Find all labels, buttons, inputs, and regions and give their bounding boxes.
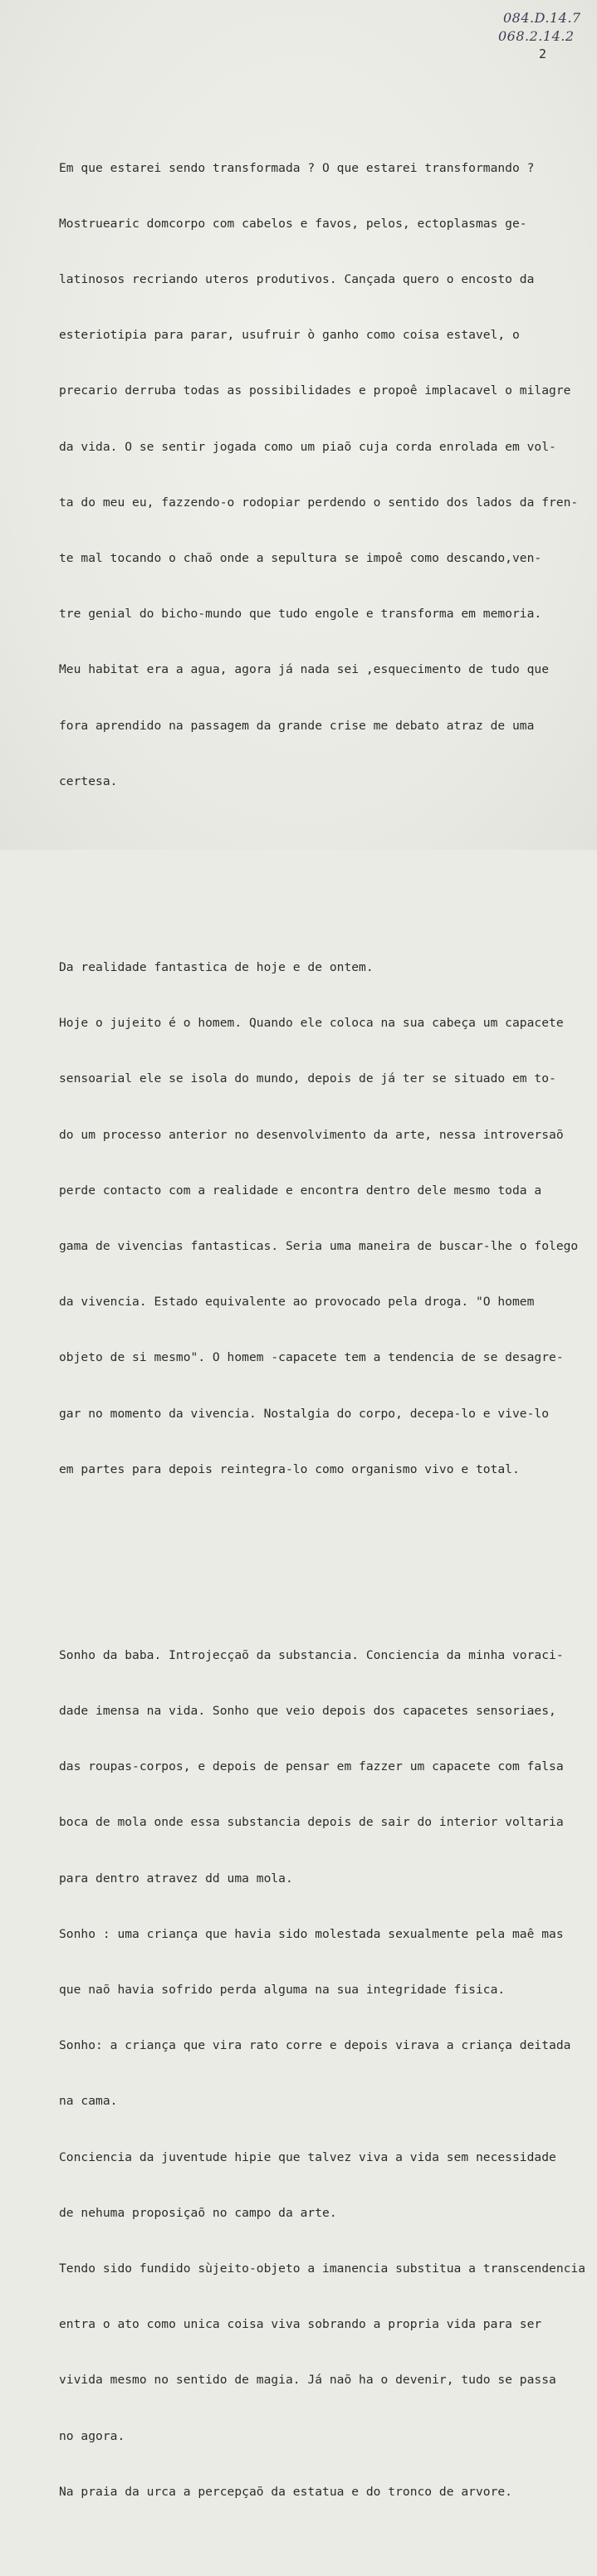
text-line: Sonho : uma criança que havia sido molestada sexualmente pela maê mas (59, 1926, 564, 1941)
page-number: 2 (539, 46, 547, 61)
text-line: Hoje o jujeito é o homem. Quando ele coloca na sua cabeça um capacete (59, 1016, 564, 1031)
text-line: dade imensa na vida. Sonho que veio depois dos capacetes sensoriaes, (59, 1703, 556, 1718)
text-line: na cama. (59, 2094, 118, 2109)
text-line: do um processo anterior no desenvolvimento da arte, nessa introversaõ (59, 1127, 564, 1142)
text-line: da vivencia. Estado equivalente ao provocado pela droga. "O homem (59, 1295, 535, 1310)
text-line: boca de mola onde essa substancia depois de sair do interior voltaria (59, 1815, 564, 1830)
text-line: para dentro atravez dd uma mola. (59, 1871, 293, 1886)
paragraph-dreams (59, 1609, 590, 2539)
text-line: precario derruba todas as possibilidades e propoê implacavel o milagre (59, 383, 571, 398)
paragraph-spacer (59, 1554, 590, 1572)
text-line: gar no momento da vivencia. Nostalgia do corpo, decepa-lo e vive-lo (59, 1406, 550, 1421)
typed-body-text (59, 85, 590, 2576)
archive-reference-1: 084.D.14.7 (503, 10, 581, 26)
text-line: Tendo sido fundido sùjeito-objeto a imanencia substitua a transcendencia (59, 2261, 586, 2276)
text-line: das roupas-corpos, e depois de pensar em fazzer um capacete com falsa (59, 1759, 564, 1774)
text-line: Mostruearic domcorpo com cabelos e favos, pelos, ectoplasmas ge- (59, 216, 527, 231)
text-line: te mal tocando o chaõ onde a sepultura se impoê como descando,ven- (59, 551, 542, 566)
text-line: certesa. (59, 773, 118, 788)
paragraph-fantastic-reality (59, 921, 590, 1516)
text-line: latinosos recriando uteros produtivos. Cançada quero o encosto da (59, 272, 535, 287)
text-line: Meu habitat era a agua, agora já nada sei ,esquecimento de tudo que (59, 662, 550, 677)
text-line: esteriotipia para parar, usufruir ò ganho como coisa estavel, o (59, 328, 520, 343)
text-line: tre genial do bicho-mundo que tudo engole e transforma em memoria. (59, 607, 542, 622)
text-line: objeto de si mesmo". O homem -capacete tem a tendencia de se desagre- (59, 1350, 564, 1365)
archive-reference-2: 068.2.14.2 (498, 28, 575, 44)
text-line: gama de vivencias fantasticas. Seria uma maneira de buscar-lhe o folego (59, 1238, 579, 1253)
text-line: Da realidade fantastica de hoje e de ontem. (59, 959, 374, 974)
paragraph-transformation (59, 122, 590, 828)
text-line: ta do meu eu, fazzendo-o rodopiar perdendo o sentido dos lados da fren- (59, 495, 579, 510)
text-line: Conciencia da juventude hipie que talvez viva a vida sem necessidade (59, 2149, 556, 2164)
text-line: fora aprendido na passagem da grande crise me debato atraz de uma (59, 718, 535, 733)
text-line: vivida mesmo no sentido de magia. Já naõ ha o devenir, tudo se passa (59, 2373, 556, 2388)
text-line: de nehuma proposiçaõ no campo da arte. (59, 2205, 337, 2220)
text-line: entra o ato como unica coisa viva sobrando a propria vida para ser (59, 2317, 542, 2332)
text-line: Em que estarei sendo transformada ? O que estarei transformando ? (59, 160, 535, 175)
text-line: Sonho da baba. Introjecçaõ da substancia. Conciencia da minha voraci- (59, 1647, 564, 1662)
text-line: perde contacto com a realidade e encontra dentro dele mesmo toda a (59, 1183, 542, 1198)
text-line: em partes para depois reintegra-lo como organismo vivo e total. (59, 1461, 520, 1476)
text-line: Sonho: a criança que vira rato corre e depois virava a criança deitada (59, 2038, 571, 2053)
text-line: Na praia da urca a percepçaõ da estatua e do tronco de arvore. (59, 2484, 512, 2499)
text-line: que naõ havia sofrido perda alguma na sua integridade fisica. (59, 1982, 506, 1997)
text-line: da vida. O se sentir jogada como um piaõ cuja corda enrolada em vol- (59, 439, 556, 454)
text-line: no agora. (59, 2428, 125, 2443)
text-line: sensoarial ele se isola do mundo, depois de já ter se situado em to- (59, 1071, 556, 1086)
paragraph-spacer (59, 866, 590, 884)
